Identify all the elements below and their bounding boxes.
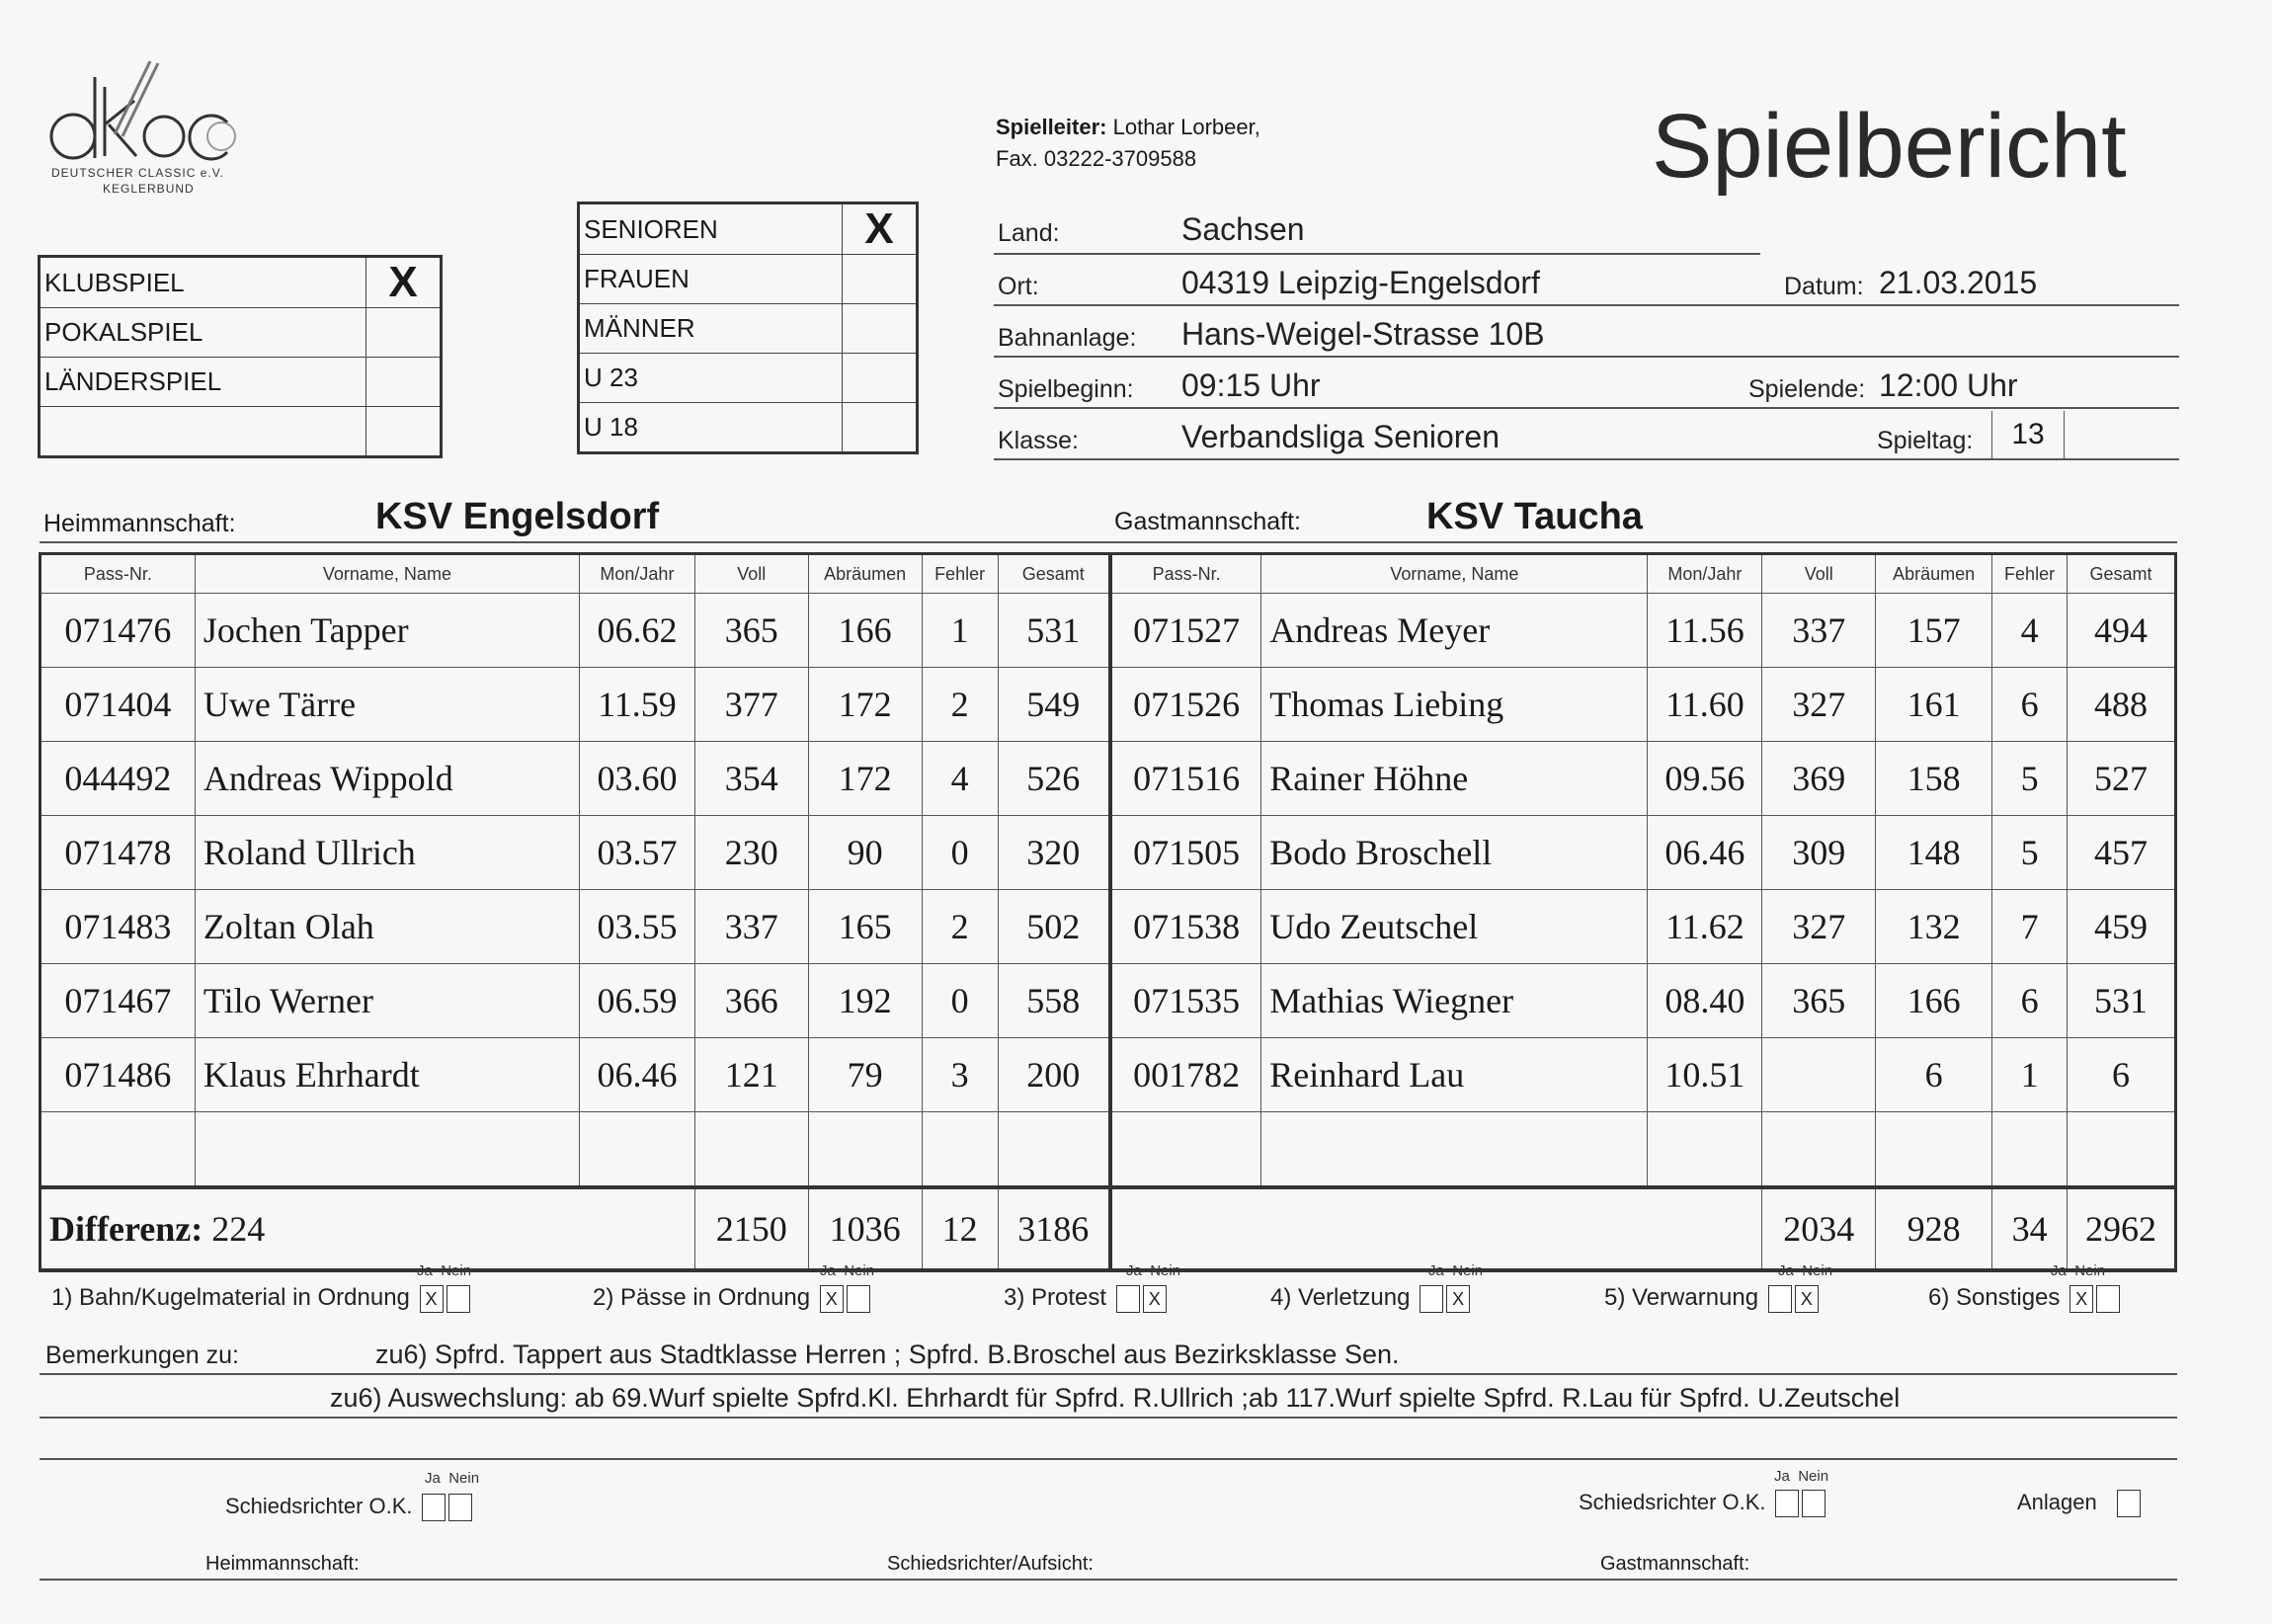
anlagen-label: Anlagen	[2017, 1490, 2097, 1514]
home-fehler-cell: 1	[922, 594, 998, 668]
nein-label: Nein	[2074, 1262, 2106, 1279]
guest-pass-cell: 071516	[1110, 742, 1261, 816]
spielleiter-fax: Fax. 03222-3709588	[996, 146, 1197, 171]
table-header-row	[41, 554, 2176, 594]
home-fehler-cell: 0	[922, 964, 998, 1038]
home-gesamt-cell: 320	[998, 816, 1110, 890]
table-row	[41, 594, 2176, 668]
bahn-label: Bahnanlage:	[998, 324, 1137, 352]
spieltag-label: Spieltag:	[1877, 427, 1974, 454]
col-header: Vorname, Name	[1261, 554, 1648, 594]
guest-name-cell: Reinhard Lau	[1261, 1038, 1648, 1112]
question-1	[51, 1284, 470, 1313]
category-mark	[843, 304, 918, 354]
sig-home-label: Heimmannschaft:	[205, 1553, 360, 1575]
guest-gesamt-cell: 527	[2068, 742, 2176, 816]
category-label: MÄNNER	[579, 304, 843, 354]
sig-ref-label: Schiedsrichter/Aufsicht:	[887, 1553, 1094, 1575]
home-abr-cell: 79	[808, 1038, 922, 1112]
home-voll-cell: 365	[694, 594, 808, 668]
difference-value: 224	[211, 1209, 266, 1249]
table-row	[41, 816, 2176, 890]
home-pass-cell: 071486	[41, 1038, 196, 1112]
anlagen-checkbox[interactable]	[2117, 1490, 2141, 1517]
category-label: U 23	[579, 354, 843, 403]
guest-fehler-cell: 4	[1992, 594, 2068, 668]
nein-label: Nein	[1798, 1468, 1829, 1485]
home-name-cell: Klaus Ehrhardt	[195, 1038, 579, 1112]
ja-label: Ja	[1126, 1262, 1142, 1279]
guest-date-cell: 11.56	[1648, 594, 1762, 668]
game-type-label	[40, 407, 366, 457]
schiri-ok-nein-checkbox[interactable]	[1802, 1490, 1826, 1517]
game-type-label: POKALSPIEL	[40, 308, 366, 358]
category-label: U 18	[579, 403, 843, 453]
home-gesamt-cell: 200	[998, 1038, 1110, 1112]
guest-gesamt-cell	[2068, 1112, 2176, 1188]
guest-pass-cell	[1110, 1112, 1261, 1188]
guest-total-gesamt: 2962	[2068, 1187, 2176, 1270]
home-voll-cell: 121	[694, 1038, 808, 1112]
question-ja-checkbox[interactable]: X	[2069, 1285, 2093, 1313]
guest-voll-cell	[1762, 1112, 1876, 1188]
game-type-label: LÄNDERSPIEL	[40, 358, 366, 407]
home-name-cell: Roland Ullrich	[195, 816, 579, 890]
guest-pass-cell: 071538	[1110, 890, 1261, 964]
guest-total-fehler: 34	[1992, 1187, 2068, 1270]
ende-label: Spielende:	[1748, 375, 1866, 403]
guest-name-cell: Udo Zeutschel	[1261, 890, 1648, 964]
home-date-cell	[580, 1112, 695, 1188]
col-header: Pass-Nr.	[41, 554, 196, 594]
schiri-ok-ja-checkbox[interactable]	[422, 1494, 446, 1521]
home-voll-cell: 354	[694, 742, 808, 816]
guest-fehler-cell: 7	[1992, 890, 2068, 964]
nein-label: Nein	[441, 1262, 472, 1279]
guest-gesamt-cell: 457	[2068, 816, 2176, 890]
home-abr-cell: 165	[808, 890, 922, 964]
home-gesamt-cell: 558	[998, 964, 1110, 1038]
footer-ja-nein-left	[425, 1470, 479, 1487]
difference-label: Differenz:	[49, 1209, 203, 1249]
question-nein-checkbox[interactable]	[847, 1285, 870, 1313]
home-total-gesamt: 3186	[998, 1187, 1110, 1270]
ja-label: Ja	[425, 1470, 441, 1487]
sig-guest-label: Gastmannschaft:	[1600, 1553, 1750, 1575]
home-abr-cell: 90	[808, 816, 922, 890]
guest-name-cell: Andreas Meyer	[1261, 594, 1648, 668]
question-label: 4) Verletzung	[1270, 1284, 1411, 1311]
col-header: Voll	[1762, 554, 1876, 594]
question-label: 5) Verwarnung	[1604, 1284, 1759, 1311]
question-label: 6) Sonstiges	[1928, 1284, 2061, 1311]
ja-label: Ja	[2051, 1262, 2067, 1279]
results-table	[39, 552, 2177, 1272]
nein-label: Nein	[1802, 1262, 1833, 1279]
home-gesamt-cell	[998, 1112, 1110, 1188]
ort-value: 04319 Leipzig-Engelsdorf	[1181, 265, 1540, 300]
guest-pass-cell: 071505	[1110, 816, 1261, 890]
question-3	[1004, 1284, 1167, 1313]
question-nein-checkbox[interactable]	[446, 1285, 470, 1313]
guest-fehler-cell: 5	[1992, 742, 2068, 816]
beginn-label: Spielbeginn:	[998, 375, 1134, 403]
home-abr-cell: 172	[808, 742, 922, 816]
remarks-line2: zu6) Auswechslung: ab 69.Wurf spielte Spfrd.Kl. Ehrhardt für Spfrd. R.Ullrich ;ab 117.Wurf spielte Spfrd. R.Lau für Spfrd. U.Zeutschel	[330, 1383, 1901, 1413]
beginn-value: 09:15 Uhr	[1181, 367, 1321, 403]
table-row	[41, 1112, 2176, 1188]
question-label: 1) Bahn/Kugelmaterial in Ordnung	[51, 1284, 410, 1311]
question-ja-checkbox[interactable]	[1116, 1285, 1140, 1313]
guest-fehler-cell: 6	[1992, 964, 2068, 1038]
category-mark	[843, 255, 918, 304]
col-header: Gesamt	[2068, 554, 2176, 594]
ja-nein-labels	[820, 1262, 874, 1279]
klasse-value: Verbandsliga Senioren	[1181, 419, 1501, 454]
home-pass-cell	[41, 1112, 196, 1188]
guest-name-cell: Thomas Liebing	[1261, 668, 1648, 742]
guest-team-name: KSV Taucha	[1426, 496, 1643, 537]
datum-label: Datum:	[1784, 273, 1864, 300]
home-total-fehler: 12	[922, 1187, 998, 1270]
category-label: SENIOREN	[579, 203, 843, 255]
totals-row	[41, 1187, 2176, 1270]
col-header: Gesamt	[998, 554, 1110, 594]
guest-voll-cell: 327	[1762, 668, 1876, 742]
guest-pass-cell: 071526	[1110, 668, 1261, 742]
spielleiter-name: Lothar Lorbeer,	[1112, 115, 1260, 139]
document-title: Spielbericht	[1652, 96, 2127, 197]
home-voll-cell: 337	[694, 890, 808, 964]
guest-name-cell: Rainer Höhne	[1261, 742, 1648, 816]
guest-date-cell: 11.60	[1648, 668, 1762, 742]
home-voll-cell: 366	[694, 964, 808, 1038]
guest-abr-cell: 157	[1876, 594, 1992, 668]
spieltag-value: 13	[1991, 411, 2065, 458]
guest-name-cell	[1261, 1112, 1648, 1188]
game-type-mark	[366, 308, 442, 358]
home-fehler-cell: 2	[922, 890, 998, 964]
guest-voll-cell: 309	[1762, 816, 1876, 890]
guest-total-spacer	[1110, 1187, 1762, 1270]
home-name-cell: Jochen Tapper	[195, 594, 579, 668]
guest-total-voll: 2034	[1762, 1187, 1876, 1270]
home-total-abraeumen: 1036	[808, 1187, 922, 1270]
col-header: Mon/Jahr	[1648, 554, 1762, 594]
schiri-ok-nein-checkbox[interactable]	[448, 1494, 472, 1521]
home-date-cell: 06.59	[580, 964, 695, 1038]
question-ja-checkbox[interactable]	[1768, 1285, 1792, 1313]
table-row	[41, 1038, 2176, 1112]
schiri-ok-ja-checkbox[interactable]	[1775, 1490, 1799, 1517]
home-gesamt-cell: 502	[998, 890, 1110, 964]
ja-nein-labels	[1778, 1262, 1832, 1279]
col-header: Fehler	[1992, 554, 2068, 594]
guest-date-cell: 06.46	[1648, 816, 1762, 890]
guest-fehler-cell	[1992, 1112, 2068, 1188]
home-gesamt-cell: 526	[998, 742, 1110, 816]
home-pass-cell: 071404	[41, 668, 196, 742]
ja-nein-labels	[1428, 1262, 1483, 1279]
guest-name-cell: Mathias Wiegner	[1261, 964, 1648, 1038]
category-mark	[843, 403, 918, 453]
home-abr-cell	[808, 1112, 922, 1188]
home-date-cell: 06.62	[580, 594, 695, 668]
table-row	[41, 668, 2176, 742]
question-5	[1604, 1284, 1819, 1313]
guest-gesamt-cell: 494	[2068, 594, 2176, 668]
ende-value: 12:00 Uhr	[1879, 367, 2018, 403]
guest-gesamt-cell: 488	[2068, 668, 2176, 742]
col-header: Fehler	[922, 554, 998, 594]
question-ja-checkbox[interactable]	[1420, 1285, 1443, 1313]
guest-pass-cell: 071527	[1110, 594, 1261, 668]
home-fehler-cell: 3	[922, 1038, 998, 1112]
guest-fehler-cell: 1	[1992, 1038, 2068, 1112]
category-label: FRAUEN	[579, 255, 843, 304]
klasse-label: Klasse:	[998, 427, 1079, 454]
home-team-label: Heimmannschaft:	[43, 510, 236, 537]
guest-abr-cell: 6	[1876, 1038, 1992, 1112]
home-abr-cell: 192	[808, 964, 922, 1038]
guest-fehler-cell: 6	[1992, 668, 2068, 742]
footer-ja-nein-right	[1774, 1468, 1828, 1485]
question-4	[1270, 1284, 1470, 1313]
remarks-label: Bemerkungen zu:	[45, 1341, 239, 1369]
ort-label: Ort:	[998, 273, 1039, 300]
col-header: Pass-Nr.	[1110, 554, 1261, 594]
game-type-mark: X	[366, 257, 442, 308]
schiri-ok-label: Schiedsrichter O.K.	[1579, 1490, 1766, 1514]
home-name-cell: Tilo Werner	[195, 964, 579, 1038]
guest-voll-cell	[1762, 1038, 1876, 1112]
guest-date-cell: 08.40	[1648, 964, 1762, 1038]
col-header: Abräumen	[808, 554, 922, 594]
home-fehler-cell: 0	[922, 816, 998, 890]
spielleiter	[996, 115, 1260, 140]
game-type-box	[38, 255, 443, 458]
anlagen	[2017, 1490, 2141, 1517]
ja-label: Ja	[1774, 1468, 1790, 1485]
guest-gesamt-cell: 531	[2068, 964, 2176, 1038]
home-voll-cell: 377	[694, 668, 808, 742]
land-value: Sachsen	[1181, 211, 1305, 247]
guest-gesamt-cell: 6	[2068, 1038, 2176, 1112]
game-type-label: KLUBSPIEL	[40, 257, 366, 308]
question-nein-checkbox[interactable]: X	[1446, 1285, 1470, 1313]
game-type-mark	[366, 407, 442, 457]
guest-abr-cell: 158	[1876, 742, 1992, 816]
home-abr-cell: 172	[808, 668, 922, 742]
home-date-cell: 03.55	[580, 890, 695, 964]
col-header: Vorname, Name	[195, 554, 579, 594]
home-gesamt-cell: 549	[998, 668, 1110, 742]
category-mark: X	[843, 203, 918, 255]
nein-label: Nein	[448, 1470, 480, 1487]
logo-line2: KEGLERBUND	[103, 182, 195, 196]
dkbc-logo	[43, 57, 241, 205]
difference-cell	[41, 1187, 695, 1270]
home-pass-cell: 071483	[41, 890, 196, 964]
question-2	[593, 1284, 870, 1313]
question-nein-checkbox[interactable]: X	[1143, 1285, 1167, 1313]
guest-pass-cell: 071535	[1110, 964, 1261, 1038]
home-pass-cell: 071476	[41, 594, 196, 668]
home-date-cell: 06.46	[580, 1038, 695, 1112]
nein-label: Nein	[1452, 1262, 1484, 1279]
question-nein-checkbox[interactable]: X	[1795, 1285, 1819, 1313]
nein-label: Nein	[844, 1262, 875, 1279]
logo-line1: DEUTSCHER CLASSIC e.V.	[51, 166, 224, 180]
guest-date-cell: 09.56	[1648, 742, 1762, 816]
ja-label: Ja	[1778, 1262, 1794, 1279]
guest-date-cell: 10.51	[1648, 1038, 1762, 1112]
table-row	[41, 890, 2176, 964]
datum-value: 21.03.2015	[1879, 265, 2038, 300]
home-team-name: KSV Engelsdorf	[375, 496, 660, 537]
guest-gesamt-cell: 459	[2068, 890, 2176, 964]
table-row	[41, 742, 2176, 816]
table-row	[41, 964, 2176, 1038]
home-date-cell: 03.57	[580, 816, 695, 890]
guest-abr-cell: 148	[1876, 816, 1992, 890]
guest-abr-cell: 132	[1876, 890, 1992, 964]
home-name-cell: Zoltan Olah	[195, 890, 579, 964]
col-header: Mon/Jahr	[580, 554, 695, 594]
home-voll-cell: 230	[694, 816, 808, 890]
ja-nein-labels	[2051, 1262, 2105, 1279]
ja-label: Ja	[417, 1262, 433, 1279]
question-ja-checkbox[interactable]: X	[420, 1285, 444, 1313]
home-pass-cell: 071478	[41, 816, 196, 890]
home-date-cell: 11.59	[580, 668, 695, 742]
guest-team-label: Gastmannschaft:	[1114, 508, 1301, 535]
guest-abr-cell: 161	[1876, 668, 1992, 742]
question-nein-checkbox[interactable]	[2096, 1285, 2120, 1313]
home-name-cell: Andreas Wippold	[195, 742, 579, 816]
home-abr-cell: 166	[808, 594, 922, 668]
question-6	[1928, 1284, 2120, 1313]
schiri-ok-right	[1579, 1490, 1826, 1517]
home-total-voll: 2150	[694, 1187, 808, 1270]
home-date-cell: 03.60	[580, 742, 695, 816]
guest-date-cell: 11.62	[1648, 890, 1762, 964]
home-name-cell: Uwe Tärre	[195, 668, 579, 742]
guest-voll-cell: 369	[1762, 742, 1876, 816]
home-voll-cell	[694, 1112, 808, 1188]
guest-abr-cell: 166	[1876, 964, 1992, 1038]
question-label: 3) Protest	[1004, 1284, 1107, 1311]
bahn-value: Hans-Weigel-Strasse 10B	[1181, 316, 1545, 352]
home-gesamt-cell: 531	[998, 594, 1110, 668]
home-fehler-cell	[922, 1112, 998, 1188]
schiri-ok-label: Schiedsrichter O.K.	[225, 1494, 413, 1518]
home-pass-cell: 071467	[41, 964, 196, 1038]
spielleiter-label: Spielleiter:	[996, 115, 1107, 139]
col-header: Voll	[694, 554, 808, 594]
col-header: Abräumen	[1876, 554, 1992, 594]
land-label: Land:	[998, 219, 1060, 247]
guest-date-cell	[1648, 1112, 1762, 1188]
category-mark	[843, 354, 918, 403]
ja-nein-labels	[1126, 1262, 1180, 1279]
home-fehler-cell: 2	[922, 668, 998, 742]
remarks-line1: zu6) Spfrd. Tappert aus Stadtklasse Herren ; Spfrd. B.Broschel aus Bezirksklasse Sen.	[375, 1340, 1400, 1369]
schiri-ok-left	[225, 1494, 472, 1521]
category-box	[577, 202, 919, 454]
ja-nein-labels	[417, 1262, 471, 1279]
guest-voll-cell: 365	[1762, 964, 1876, 1038]
guest-voll-cell: 327	[1762, 890, 1876, 964]
dkbc-logo-icon	[43, 57, 241, 166]
guest-pass-cell: 001782	[1110, 1038, 1261, 1112]
guest-abr-cell	[1876, 1112, 1992, 1188]
guest-total-abraeumen: 928	[1876, 1187, 1992, 1270]
home-pass-cell: 044492	[41, 742, 196, 816]
home-name-cell	[195, 1112, 579, 1188]
ja-label: Ja	[1428, 1262, 1444, 1279]
ja-label: Ja	[820, 1262, 836, 1279]
home-fehler-cell: 4	[922, 742, 998, 816]
game-type-mark	[366, 358, 442, 407]
guest-voll-cell: 337	[1762, 594, 1876, 668]
guest-fehler-cell: 5	[1992, 816, 2068, 890]
question-ja-checkbox[interactable]: X	[820, 1285, 844, 1313]
guest-name-cell: Bodo Broschell	[1261, 816, 1648, 890]
nein-label: Nein	[1150, 1262, 1181, 1279]
question-label: 2) Pässe in Ordnung	[593, 1284, 811, 1311]
